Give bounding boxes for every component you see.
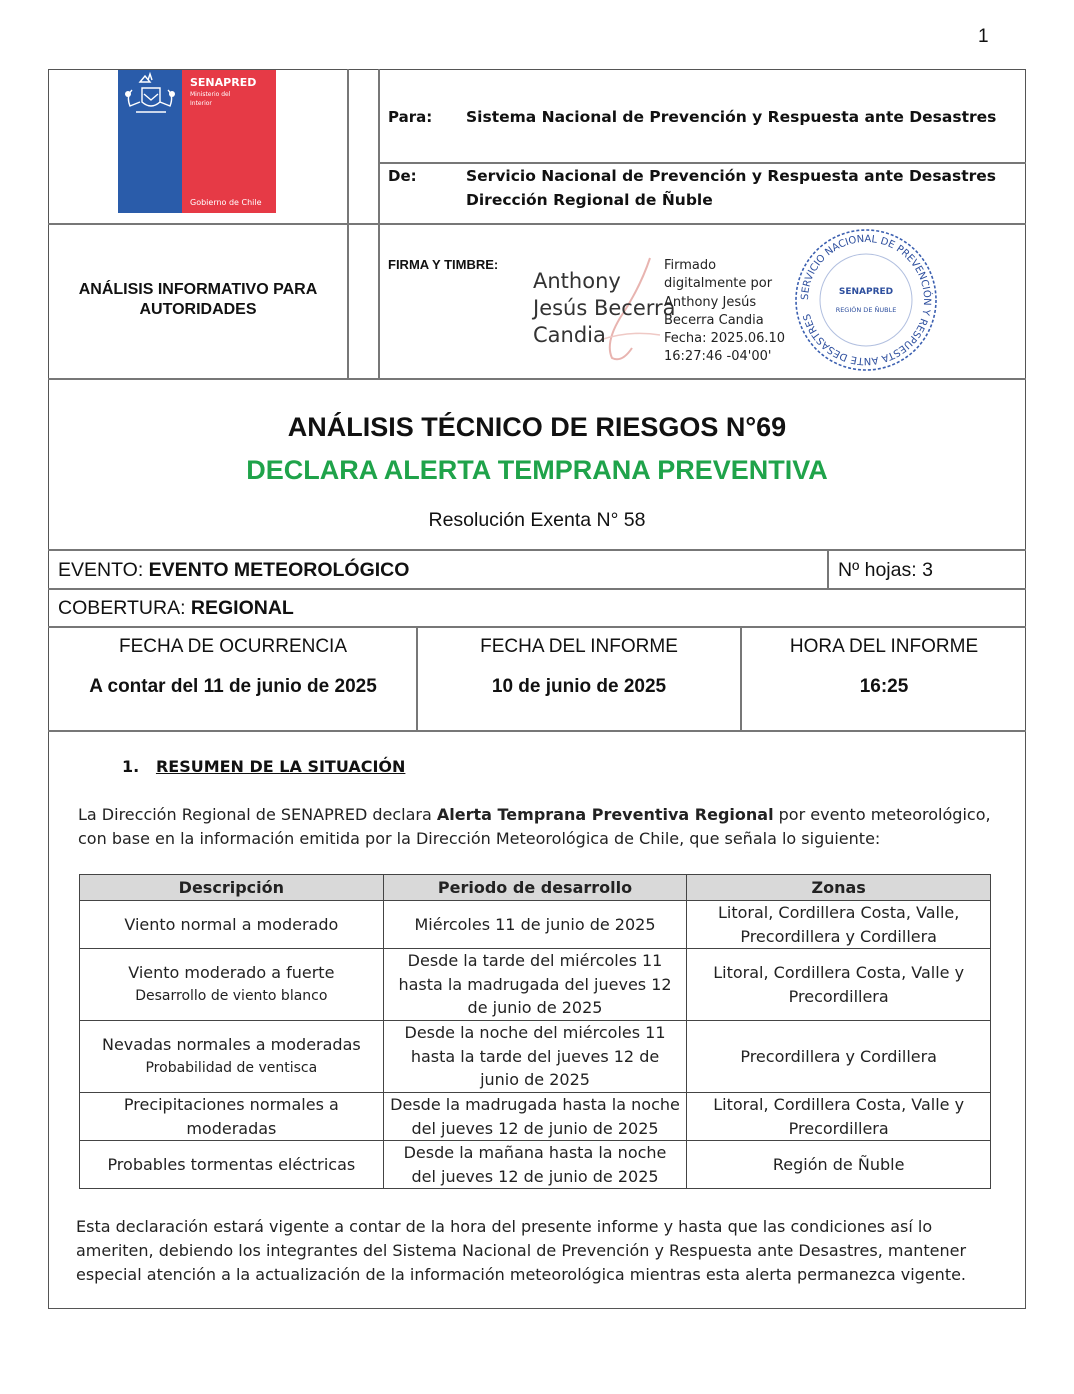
evento-row <box>58 559 409 582</box>
desc-subtext: Desarrollo de viento blanco <box>135 987 328 1004</box>
resolution-number: Resolución Exenta N° 58 <box>428 509 646 531</box>
divider <box>48 378 1026 380</box>
forecast-table <box>79 874 991 1189</box>
de-value-line2: Dirección Regional de Ñuble <box>466 191 713 209</box>
column-header: Periodo de desarrollo <box>383 875 687 901</box>
para-label: Para: <box>388 108 433 126</box>
desc-cell <box>80 901 384 949</box>
column-header: Zonas <box>687 875 991 901</box>
desc-text: Nevadas normales a moderadas <box>101 1035 361 1054</box>
hora-informe-cell <box>742 636 1026 698</box>
logo-footer: Gobierno de Chile <box>190 198 262 207</box>
periodo-cell: Desde la madrugada hasta la noche del jueves 12 de junio de 2025 <box>383 1093 687 1141</box>
table-row <box>80 1093 991 1141</box>
cobertura-value: REGIONAL <box>190 597 294 619</box>
divider <box>48 223 1026 225</box>
logo-subtitle: Ministerio del Interior <box>190 91 231 107</box>
signature-name-line: Candia <box>533 323 606 347</box>
evento-label: EVENTO: <box>58 559 149 581</box>
fecha-ocurrencia-value: A contar del 11 de junio de 2025 <box>89 676 377 697</box>
signature-detail-line: digitalmente por <box>664 276 773 292</box>
zonas-cell: Región de Ñuble <box>687 1141 991 1189</box>
zonas-cell: Litoral, Cordillera Costa, Valle, Precordillera y Cordillera <box>687 901 991 949</box>
section-title: RESUMEN DE LA SITUACIÓN <box>155 757 406 776</box>
signature-detail-line: 16:27:46 -04'00' <box>664 349 772 365</box>
signature-detail-line: Fecha: 2025.06.10 <box>664 331 786 347</box>
desc-cell <box>80 1093 384 1141</box>
desc-subtext: Probabilidad de ventisca <box>145 1059 318 1076</box>
logo-blue-block <box>118 70 182 213</box>
table-header-row <box>80 875 991 901</box>
para-value: Sistema Nacional de Prevención y Respuesta ante Desastres <box>466 108 997 126</box>
page-number: 1 <box>978 26 989 47</box>
logo-name: SENAPRED <box>190 76 257 89</box>
divider <box>48 626 1026 628</box>
section-number: 1. <box>122 757 140 776</box>
zonas-cell: Litoral, Cordillera Costa, Valle y Precordillera <box>687 949 991 1021</box>
table-row <box>80 1021 991 1093</box>
fecha-informe-cell <box>418 636 740 698</box>
column-header: Descripción <box>80 875 384 901</box>
cobertura-row <box>58 597 294 620</box>
divider <box>48 549 1026 551</box>
cobertura-label: COBERTURA: <box>58 597 191 619</box>
desc-text: Viento normal a moderado <box>124 914 339 934</box>
logo-red-block <box>182 70 276 213</box>
category-line2: AUTORIDADES <box>139 301 257 318</box>
desc-cell <box>80 1141 384 1189</box>
signature-detail-line: Becerra Candia <box>664 312 764 328</box>
desc-text: Viento moderado a fuerte <box>128 963 335 982</box>
divider <box>827 549 829 589</box>
divider <box>48 588 1026 590</box>
periodo-cell: Desde la mañana hasta la noche del jueves 12 de junio de 2025 <box>383 1141 687 1189</box>
fecha-informe-header: FECHA DEL INFORME <box>480 636 678 657</box>
table-row <box>80 949 991 1021</box>
de-label: De: <box>388 167 417 185</box>
periodo-cell: Desde la tarde del miércoles 11 hasta la madrugada del jueves 12 de junio de 2025 <box>383 949 687 1021</box>
stamp-ring-text: SERVICIO NACIONAL DE PREVENCIÓN Y RESPUESTA ANTE DESASTRES <box>799 233 933 367</box>
closing-paragraph: Esta declaración estará vigente a contar de la hora del presente informe y hasta que las condiciones así lo ameriten, debiendo los integrantes del Sistema Nacional de Prevención y Respuesta ante Desastres, mantener especial atención a la actualización de la información meteorológica mientras esta alerta permanezca vigente. <box>76 1217 967 1284</box>
fecha-ocurrencia-header: FECHA DE OCURRENCIA <box>118 636 348 657</box>
document-title: ANÁLISIS TÉCNICO DE RIESGOS N°69 <box>287 412 787 442</box>
fecha-ocurrencia-cell <box>50 636 416 698</box>
desc-cell <box>80 1021 384 1093</box>
senapred-logo <box>118 70 276 213</box>
table-row <box>80 1141 991 1189</box>
intro-bold: Alerta Temprana Preventiva Regional <box>436 805 774 824</box>
signature-name <box>533 268 676 349</box>
section-heading <box>122 757 405 776</box>
desc-text: Probables tormentas eléctricas <box>107 1154 356 1174</box>
table-row <box>80 901 991 949</box>
hora-informe-header: HORA DEL INFORME <box>789 636 979 657</box>
signature-detail-line: Firmado <box>664 258 717 273</box>
coat-of-arms-icon <box>118 70 182 130</box>
zonas-cell: Precordillera y Cordillera <box>687 1021 991 1093</box>
alert-title: DECLARA ALERTA TEMPRANA PREVENTIVA <box>246 455 828 485</box>
periodo-cell: Miércoles 11 de junio de 2025 <box>383 901 687 949</box>
intro-paragraph <box>78 803 1008 851</box>
evento-value: EVENTO METEOROLÓGICO <box>148 559 410 581</box>
official-stamp <box>792 226 940 374</box>
signature-name-line: Jesús Becerra <box>533 296 676 320</box>
stamp-center-line2: REGIÓN DE ÑUBLE <box>835 306 897 314</box>
signature-name-line: Anthony <box>533 269 621 293</box>
stamp-center-line1: SENAPRED <box>838 287 894 297</box>
de-value-line1: Servicio Nacional de Prevención y Respuesta ante Desastres <box>466 167 997 185</box>
category-line1: ANÁLISIS INFORMATIVO PARA <box>78 281 318 298</box>
hora-informe-value: 16:25 <box>859 676 909 697</box>
periodo-cell: Desde la noche del miércoles 11 hasta la tarde del jueves 12 de junio de 2025 <box>383 1021 687 1093</box>
firma-label: FIRMA Y TIMBRE: <box>388 257 499 272</box>
intro-text: por evento meteorológico, con base en la información emitida por la Dirección Meteorológica de Chile, que señala lo siguiente: <box>78 805 991 848</box>
zonas-cell: Litoral, Cordillera Costa, Valle y Precordillera <box>687 1093 991 1141</box>
intro-text: La Dirección Regional de SENAPRED declara <box>78 805 437 824</box>
fecha-informe-value: 10 de junio de 2025 <box>491 676 667 697</box>
desc-cell <box>80 949 384 1021</box>
hojas-count: Nº hojas: 3 <box>838 559 933 581</box>
signature-detail <box>664 257 785 367</box>
document-category <box>50 280 346 320</box>
signature-detail-line: Anthony Jesús <box>664 294 757 310</box>
divider <box>48 730 1026 732</box>
desc-text: Precipitaciones normales a moderadas <box>123 1095 339 1138</box>
